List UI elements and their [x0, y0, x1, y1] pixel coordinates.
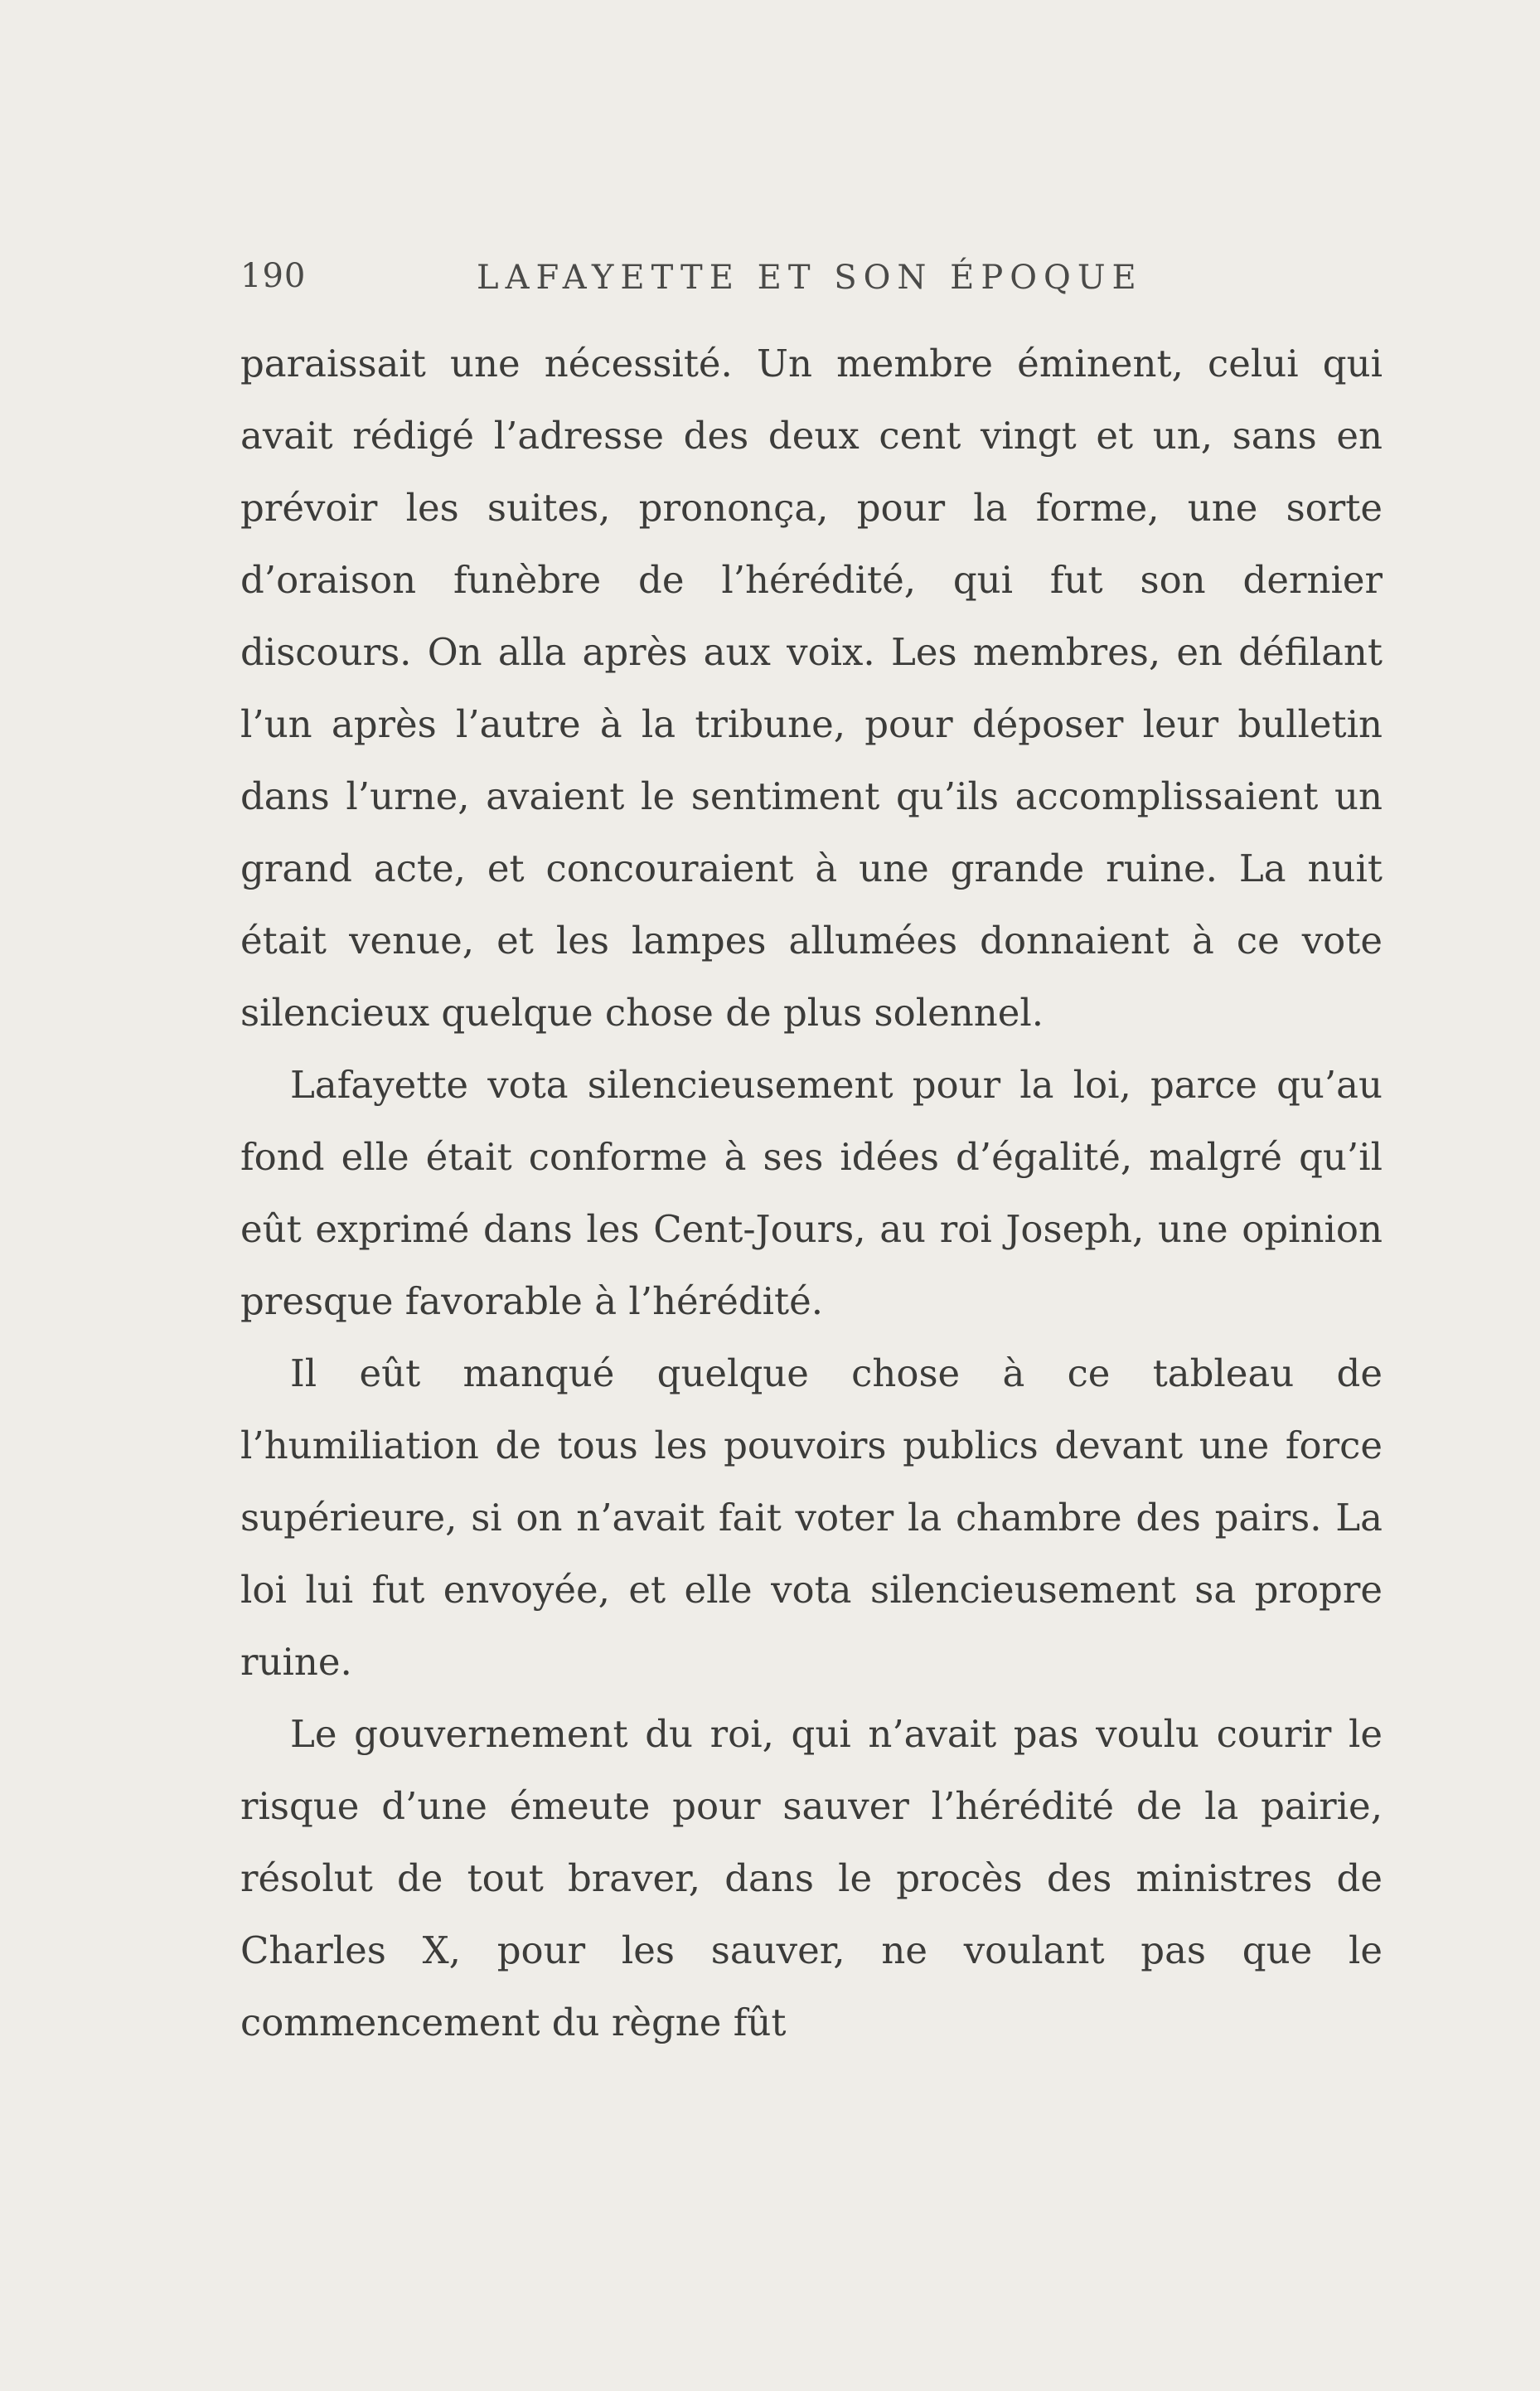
- paragraph: Le gouvernement du roi, qui n’avait pas voulu courir le risque d’une émeute pour sauver l’hérédité de la pairie, résolut de tout braver, dans le procès des ministres de Charles X, pour les sauver, ne voulant pas que le commencement du règne fût: [240, 1712, 1383, 2044]
- page-header: [240, 257, 1384, 307]
- page-number: 190: [240, 257, 307, 295]
- body-text: [240, 327, 1383, 2059]
- running-title: LAFAYETTE ET SON ÉPOQUE: [477, 259, 1143, 297]
- paragraph: Lafayette vota silencieusement pour la loi, parce qu’au fond elle était conforme à ses idées d’égalité, malgré qu’il eût exprimé dans les Cent-Jours, au roi Joseph, une opinion presque favorable à l’hérédité.: [240, 1063, 1383, 1323]
- paragraph: Il eût manqué quelque chose à ce tableau de l’humiliation de tous les pouvoirs publics devant une force supérieure, si on n’avait fait voter la chambre des pairs. La loi lui fut envoyée, et elle vota silencieusement sa propre ruine.: [240, 1351, 1383, 1684]
- paragraph-continued: paraissait une nécessité. Un membre éminent, celui qui avait rédigé l’adresse des deux cent vingt et un, sans en prévoir les suites, prononça, pour la forme, une sorte d’oraison funèbre de l’hérédité, qui fut son dernier discours. On alla après aux voix. Les membres, en défilant l’un après l’autre à la tribune, pour déposer leur bulletin dans l’urne, avaient le sentiment qu’ils accomplissaient un grand acte, et concouraient à une grande ruine. La nuit était venue, et les lampes allumées donnaient à ce vote silencieux quelque chose de plus solennel.: [240, 342, 1383, 1035]
